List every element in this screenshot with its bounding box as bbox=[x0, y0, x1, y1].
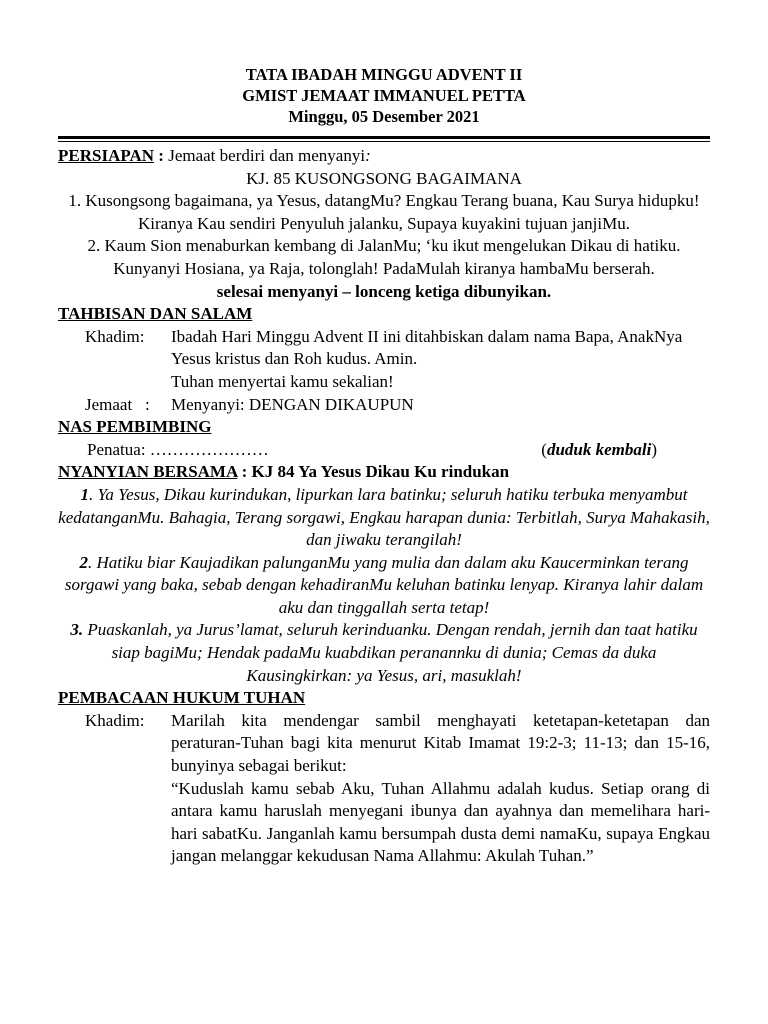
nas-note-text: duduk kembali bbox=[546, 439, 652, 459]
persiapan-colon: : bbox=[365, 146, 371, 165]
tahbisan-greeting-row bbox=[58, 371, 710, 394]
nyanyian-verse-3-text: Puaskanlah, ya Jurus’lamat, seluruh kerinduanku. Dengan rendah, jernih dan taat hatiku siap bagiMu; Hendak padaMu kuabdikan peranannku di dunia; Cemas da duka Kausingkirkan: ya Yesus, ari, masuklah! bbox=[83, 620, 698, 685]
service-date: Minggu, 05 Desember 2021 bbox=[288, 107, 480, 126]
tahbisan-heading: TAHBISAN DAN SALAM bbox=[58, 304, 253, 324]
nyanyian-verse-3-num: 3. bbox=[70, 620, 84, 640]
hukum-khadim-row bbox=[58, 710, 710, 778]
doc-title: TATA IBADAH MINGGU ADVENT II bbox=[245, 65, 523, 84]
tahbisan-jemaat-row bbox=[58, 394, 710, 417]
persiapan-closing: selesai menyanyi – lonceng ketiga dibunyikan. bbox=[216, 281, 552, 301]
document-page bbox=[58, 0, 710, 868]
hukum-khadim-text: Marilah kita mendengar sambil menghayati ketetapan-ketetapan dan peraturan-Tuhan bagi kita menurut Kitab Imamat 19:2-3; 11-13; dan 15-16, bunyinya sebagai berikut: bbox=[171, 710, 710, 776]
tahbisan-jemaat-label: Jemaat : bbox=[85, 394, 150, 414]
persiapan-line bbox=[58, 145, 710, 168]
hukum-heading: PEMBACAAN HUKUM TUHAN bbox=[58, 688, 306, 708]
hukum-quote: “Kuduslah kamu sebab Aku, Tuhan Allahmu adalah kudus. Setiap orang di antara kamu haruslah menyegani ibunya dan ayahnya dan memelihara hari-hari sabatKu. Janganlah kamu bersumpah dusta demi namaKu, supaya Engkau jangan melanggar kekudusan Nama Allahmu: Akulah Tuhan.” bbox=[171, 778, 710, 866]
nyanyian-song: : KJ 84 Ya Yesus Dikau Ku rindukan bbox=[237, 462, 510, 482]
nyanyian-verse-2-text: . Hatiku biar Kaujadikan palunganMu yang mulia dan dalam aku Kaucerminkan terang sorgawi yang baka, sebab dengan kehadiranMu keluhan batinku lenyap. Kiranya lahir dalam aku dan tinggallah serta tetap! bbox=[64, 552, 704, 617]
tahbisan-khadim-label: Khadim: bbox=[85, 326, 145, 346]
nas-penatua-label: Penatua: ………………… bbox=[87, 439, 269, 459]
nyanyian-verse-1 bbox=[58, 484, 710, 552]
tahbisan-greeting: Tuhan menyertai kamu sekalian! bbox=[171, 371, 394, 391]
nyanyian-verse-1-num: 1 bbox=[80, 484, 90, 504]
persiapan-instruction: Jemaat berdiri dan menyanyi bbox=[168, 146, 366, 165]
tahbisan-jemaat-text: Menyanyi: DENGAN DIKAUPUN bbox=[171, 394, 414, 414]
church-name: GMIST JEMAAT IMMANUEL PETTA bbox=[242, 86, 526, 105]
nyanyian-line bbox=[58, 461, 710, 484]
nas-note-open: ( bbox=[541, 439, 547, 459]
nyanyian-verse-2-num: 2 bbox=[79, 552, 88, 572]
tahbisan-khadim-row bbox=[58, 326, 710, 371]
nyanyian-heading: NYANYIAN BERSAMA bbox=[58, 462, 238, 482]
hukum-khadim-label: Khadim: bbox=[85, 710, 145, 730]
persiapan-song-title: KJ. 85 KUSONGSONG BAGAIMANA bbox=[246, 168, 522, 188]
nas-penatua-row bbox=[58, 439, 710, 462]
nyanyian-verse-2 bbox=[58, 552, 710, 620]
nyanyian-verse-1-text: . Ya Yesus, Dikau kurindukan, lipurkan lara batinku; seluruh hatiku terbuka menyambut kedatanganMu. Bahagia, Terang sorgawi, Engkau harapan dunia: Terbitlah, Surya Mahakasih, dan jiwaku terangilah! bbox=[58, 484, 710, 550]
nas-note bbox=[541, 439, 657, 462]
nas-heading: NAS PEMBIMBING bbox=[58, 417, 212, 437]
header-rule-thick bbox=[58, 136, 710, 139]
tahbisan-khadim-text: Ibadah Hari Minggu Advent II ini ditahbiskan dalam nama Bapa, AnakNya Yesus kristus dan Roh kudus. Amin. bbox=[171, 326, 683, 369]
nas-note-close: ) bbox=[651, 439, 657, 459]
header-rule-thin bbox=[58, 141, 710, 142]
persiapan-verse-1: 1. Kusongsong bagaimana, ya Yesus, datangMu? Engkau Terang buana, Kau Surya hidupku! Kiranya Kau sendiri Penyuluh jalanku, Supaya kuyakini tujuan janjiMu. bbox=[68, 191, 700, 233]
persiapan-verse-2: 2. Kaum Sion menaburkan kembang di JalanMu; ‘ku ikut mengelukan Dikau di hatiku. Kunyanyi Hosiana, ya Raja, tolonglah! PadaMulah kiranya hambaMu berserah. bbox=[87, 236, 681, 278]
persiapan-heading: PERSIAPAN bbox=[58, 146, 155, 165]
persiapan-separator: : bbox=[154, 146, 169, 165]
nyanyian-verse-3 bbox=[58, 619, 710, 687]
